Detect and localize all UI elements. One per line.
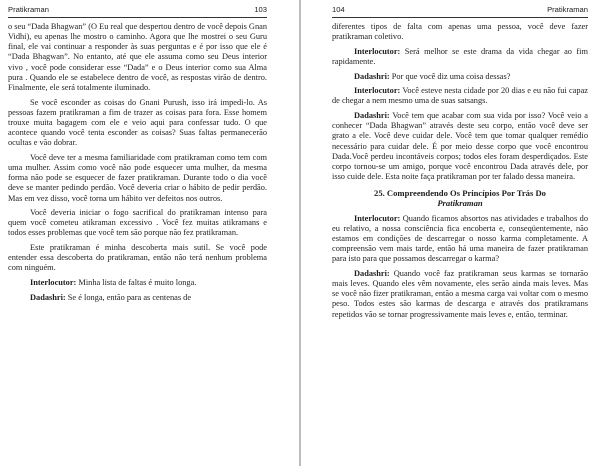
dialogue-text: Por que você diz uma coisa dessas?: [389, 71, 511, 81]
right-page: [301, 0, 600, 466]
right-dialogue-3: [332, 86, 588, 106]
dialogue-text: Você tem que acabar com sua vida por isso? Você veio a conhecer “Dada Bhagwan” através deste seu corpo, então você deve ser grato a ele. Você deve cuidar dele. Você tem que tomar qualquer remédio necessário para cuidar dele. É por meio desse corpo que você encontrou Dada.Você perdeu incontáveis corpos; todos eles foram desperdiçados. Este corpo tornou-se um amigo, porque você encontrou Dada através dele, por isso cuide dele. Esta noite faça pratikraman por ter falado dessa maneira.: [332, 111, 588, 182]
right-page-number: 104: [332, 5, 345, 14]
left-paragraph-3: Você deve ter a mesma familiaridade com pratikraman como tem com uma mulher. Assim como você não pode esquecer uma mulher, da mesma forma não pode se esquecer de fazer pratikraman. Durante todo o dia você deve se manter pedindo perdão. Você deveria criar o hábito de pedir perdão. Mas em vez disso, você torna um hábito ver defeitos nos outros.: [8, 152, 267, 203]
right-running-head: [332, 5, 588, 18]
section-heading: [332, 188, 588, 208]
left-dialogue-interlocutor: [8, 278, 267, 288]
section-heading-subtitle: Pratikraman: [437, 198, 483, 209]
right-dialogue-5: [332, 214, 588, 265]
left-running-title: Pratikraman: [8, 5, 49, 14]
left-running-head: [8, 5, 267, 18]
right-dialogue-2: [332, 72, 588, 82]
dialogue-text: Será melhor se este drama da vida chegar ao fim rapidamente.: [332, 46, 588, 66]
speaker-label: Interlocutor:: [354, 86, 401, 96]
right-dialogue-1: [332, 47, 588, 67]
speaker-label: Interlocutor:: [354, 213, 401, 223]
speaker-label: Interlocutor:: [30, 278, 77, 288]
right-running-title: Pratikraman: [547, 5, 588, 14]
speaker-label: Dadashri:: [354, 111, 390, 121]
left-paragraph-1: o seu “Dada Bhagwan” (O Eu real que despertou dentro de você depois Gnan Vidhi), eu apenas lhe mostro o caminho. Agora que lhe mostrei o seu Guru final, ele vai continuar a responder às suas perguntas e é por isso que ele é “Dada Bhagwan”. No entanto, até que ele assuma como seu Deus interior vivo , você pode considerar esse “Dada” e o Deus interior como sua Alma pura . Quando ele se estabelece dentro de você, as respostas virão de dentro. Finalmente, ele será totalmente iluminado.: [8, 22, 267, 92]
speaker-label: Dadashri:: [354, 268, 390, 278]
left-page: [0, 0, 299, 466]
speaker-label: Dadashri:: [30, 292, 66, 302]
dialogue-text: Se é longa, então para as centenas de: [65, 292, 192, 302]
left-paragraph-4: Você deveria iniciar o fogo sacrifical do pratikraman intenso para quem você cometeu atikraman excessivo . Você fez muitas atikramans e todos esses problemas que você tem são porque não fez pratikraman.: [8, 208, 267, 238]
right-body-text: [332, 22, 588, 320]
speaker-label: Interlocutor:: [354, 46, 401, 56]
speaker-label: Dadashri:: [354, 71, 390, 81]
left-body-text: [8, 22, 267, 303]
right-paragraph-1: diferentes tipos de falta com apenas uma pessoa, você deve fazer pratikraman coletivo.: [332, 22, 588, 42]
left-dialogue-dadashri: [8, 293, 267, 303]
dialogue-text: Você esteve nesta cidade por 20 dias e eu não fui capaz de chegar a nem mesmo uma de suas satsangs.: [332, 86, 588, 106]
left-paragraph-5: Este pratikraman é minha descoberta mais sutil. Se você pode entender essa descoberta do pratikraman, então não terá nenhum problema com ninguém.: [8, 243, 267, 273]
section-heading-title: 25. Compreendendo Os Princípios Por Trás Do: [374, 188, 546, 199]
dialogue-text: Quando ficamos absortos nas atividades e trabalhos do eu relativo, a nossa consciência fica encoberta e, conseqüentemente, não estamos em condições de descarregar o nosso karma completamente. A compreensão vem mais tarde, então há uma maneira de fazer pratikraman para isto para que possamos descarregar o karma?: [332, 213, 588, 264]
left-page-number: 103: [254, 5, 267, 14]
dialogue-text: Quando você faz pratikraman seus karmas se tornarão mais leves. Quando eles vêm novamente, eles serão ainda mais leves. Mas se você não fizer pratikraman, então a mesma carga vai voltar com o mesmo peso. Todos estes são karmas de descarga e através dos pratikramans repetidos vão se tornar progressivamente mais leves e, então, terminar.: [332, 268, 588, 319]
left-paragraph-2: Se você esconder as coisas do Gnani Purush, isso irá impedi-lo. As pessoas fazem pratikraman a fim de trazer as coisas para fora. Esse homem trouxe muita bagagem com ele e veio aqui para confessar tudo. O que acontece quando você tenta esconder as coisas? Suas faltas permanecerão ocultas e vão dobrar.: [8, 97, 267, 148]
right-dialogue-6: [332, 269, 588, 320]
dialogue-text: Minha lista de faltas é muito longa.: [76, 278, 197, 288]
right-dialogue-4: [332, 111, 588, 182]
